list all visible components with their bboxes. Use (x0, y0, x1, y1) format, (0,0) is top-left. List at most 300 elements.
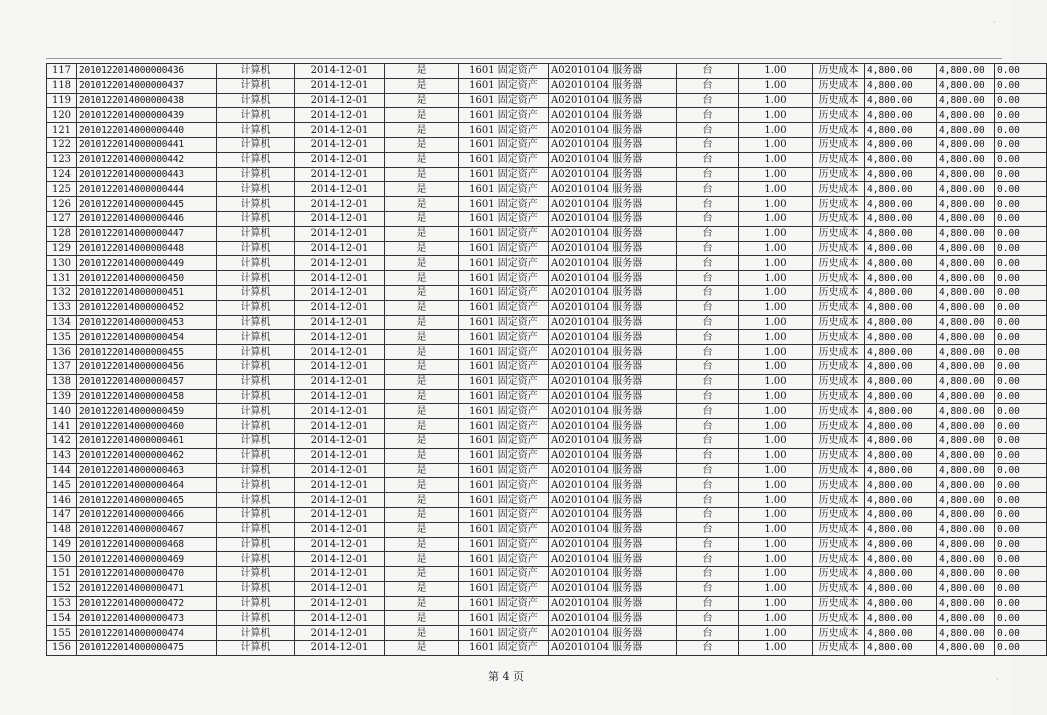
cell-category: A02010104 服务器 (549, 64, 677, 79)
cell-cost-basis: 历史成本 (813, 581, 865, 596)
cell-asset-code: 2010122014000000463 (77, 463, 217, 478)
cell-asset-code: 2010122014000000444 (77, 182, 217, 197)
cell-quantity: 1.00 (739, 241, 813, 256)
cell-acquire-date: 2014-12-01 (295, 241, 385, 256)
cell-net-value: 4,800.00 (937, 478, 995, 493)
cell-flag: 是 (385, 389, 459, 404)
cell-original-value: 4,800.00 (865, 448, 937, 463)
cell-net-value: 4,800.00 (937, 197, 995, 212)
cell-asset-name: 计算机 (217, 448, 295, 463)
cell-unit: 台 (677, 626, 739, 641)
cell-asset-code: 2010122014000000436 (77, 64, 217, 79)
cell-flag: 是 (385, 271, 459, 286)
cell-acquire-date: 2014-12-01 (295, 78, 385, 93)
cell-cost-basis: 历史成本 (813, 641, 865, 656)
cell-account: 1601 固定资产 (459, 404, 549, 419)
cell-original-value: 4,800.00 (865, 626, 937, 641)
table-row (47, 463, 1047, 478)
cell-original-value: 4,800.00 (865, 241, 937, 256)
cell-cost-basis: 历史成本 (813, 433, 865, 448)
cell-cost-basis: 历史成本 (813, 182, 865, 197)
cell-original-value: 4,800.00 (865, 433, 937, 448)
cell-unit: 台 (677, 552, 739, 567)
cell-flag: 是 (385, 300, 459, 315)
cell-asset-code: 2010122014000000474 (77, 626, 217, 641)
cell-original-value: 4,800.00 (865, 389, 937, 404)
table-row (47, 197, 1047, 212)
cell-depreciation: 0.00 (995, 315, 1047, 330)
scan-speck: · (993, 18, 996, 27)
cell-asset-name: 计算机 (217, 537, 295, 552)
cell-acquire-date: 2014-12-01 (295, 285, 385, 300)
cell-depreciation: 0.00 (995, 93, 1047, 108)
cell-original-value: 4,800.00 (865, 374, 937, 389)
cell-acquire-date: 2014-12-01 (295, 345, 385, 360)
cell-account: 1601 固定资产 (459, 300, 549, 315)
cell-row-number: 143 (47, 448, 77, 463)
cell-original-value: 4,800.00 (865, 537, 937, 552)
cell-category: A02010104 服务器 (549, 359, 677, 374)
cell-unit: 台 (677, 493, 739, 508)
cell-acquire-date: 2014-12-01 (295, 641, 385, 656)
table-row (47, 93, 1047, 108)
cell-flag: 是 (385, 567, 459, 582)
cell-net-value: 4,800.00 (937, 271, 995, 286)
cell-net-value: 4,800.00 (937, 345, 995, 360)
table-row (47, 374, 1047, 389)
table-row (47, 581, 1047, 596)
cell-original-value: 4,800.00 (865, 167, 937, 182)
cell-row-number: 135 (47, 330, 77, 345)
cell-cost-basis: 历史成本 (813, 241, 865, 256)
cell-depreciation: 0.00 (995, 137, 1047, 152)
cell-asset-name: 计算机 (217, 137, 295, 152)
cell-flag: 是 (385, 359, 459, 374)
cell-unit: 台 (677, 404, 739, 419)
cell-quantity: 1.00 (739, 463, 813, 478)
cell-original-value: 4,800.00 (865, 64, 937, 79)
cell-cost-basis: 历史成本 (813, 315, 865, 330)
cell-account: 1601 固定资产 (459, 315, 549, 330)
cell-quantity: 1.00 (739, 137, 813, 152)
cell-cost-basis: 历史成本 (813, 197, 865, 212)
cell-unit: 台 (677, 182, 739, 197)
cell-account: 1601 固定资产 (459, 522, 549, 537)
cell-flag: 是 (385, 330, 459, 345)
cell-cost-basis: 历史成本 (813, 537, 865, 552)
cell-net-value: 4,800.00 (937, 137, 995, 152)
cell-account: 1601 固定资产 (459, 167, 549, 182)
cell-cost-basis: 历史成本 (813, 271, 865, 286)
cell-unit: 台 (677, 389, 739, 404)
cell-cost-basis: 历史成本 (813, 285, 865, 300)
cell-account: 1601 固定资产 (459, 581, 549, 596)
cell-category: A02010104 服务器 (549, 611, 677, 626)
cell-asset-name: 计算机 (217, 581, 295, 596)
cell-unit: 台 (677, 374, 739, 389)
cell-account: 1601 固定资产 (459, 271, 549, 286)
cell-row-number: 132 (47, 285, 77, 300)
cell-category: A02010104 服务器 (549, 389, 677, 404)
cell-flag: 是 (385, 241, 459, 256)
cell-flag: 是 (385, 182, 459, 197)
cell-row-number: 154 (47, 611, 77, 626)
cell-quantity: 1.00 (739, 552, 813, 567)
cell-category: A02010104 服务器 (549, 285, 677, 300)
cell-category: A02010104 服务器 (549, 93, 677, 108)
cell-net-value: 4,800.00 (937, 152, 995, 167)
cell-unit: 台 (677, 256, 739, 271)
cell-depreciation: 0.00 (995, 211, 1047, 226)
cell-acquire-date: 2014-12-01 (295, 433, 385, 448)
cell-quantity: 1.00 (739, 197, 813, 212)
cell-net-value: 4,800.00 (937, 626, 995, 641)
cell-unit: 台 (677, 611, 739, 626)
cell-depreciation: 0.00 (995, 389, 1047, 404)
cell-flag: 是 (385, 374, 459, 389)
cell-row-number: 130 (47, 256, 77, 271)
cell-asset-code: 2010122014000000461 (77, 433, 217, 448)
cell-net-value: 4,800.00 (937, 611, 995, 626)
cell-original-value: 4,800.00 (865, 404, 937, 419)
cell-acquire-date: 2014-12-01 (295, 152, 385, 167)
cell-unit: 台 (677, 478, 739, 493)
cell-category: A02010104 服务器 (549, 507, 677, 522)
cell-row-number: 126 (47, 197, 77, 212)
cell-unit: 台 (677, 581, 739, 596)
table-row (47, 448, 1047, 463)
cell-unit: 台 (677, 537, 739, 552)
cell-original-value: 4,800.00 (865, 507, 937, 522)
cell-cost-basis: 历史成本 (813, 64, 865, 79)
cell-asset-code: 2010122014000000451 (77, 285, 217, 300)
cell-original-value: 4,800.00 (865, 463, 937, 478)
cell-asset-code: 2010122014000000457 (77, 374, 217, 389)
cell-category: A02010104 服务器 (549, 345, 677, 360)
cell-category: A02010104 服务器 (549, 374, 677, 389)
cell-unit: 台 (677, 137, 739, 152)
cell-unit: 台 (677, 359, 739, 374)
cell-depreciation: 0.00 (995, 345, 1047, 360)
cell-flag: 是 (385, 641, 459, 656)
cell-acquire-date: 2014-12-01 (295, 448, 385, 463)
cell-unit: 台 (677, 567, 739, 582)
cell-account: 1601 固定资产 (459, 108, 549, 123)
cell-quantity: 1.00 (739, 123, 813, 138)
cell-acquire-date: 2014-12-01 (295, 626, 385, 641)
cell-depreciation: 0.00 (995, 271, 1047, 286)
cell-original-value: 4,800.00 (865, 256, 937, 271)
cell-asset-name: 计算机 (217, 641, 295, 656)
table-row (47, 285, 1047, 300)
cell-category: A02010104 服务器 (549, 330, 677, 345)
cell-asset-name: 计算机 (217, 522, 295, 537)
cell-flag: 是 (385, 552, 459, 567)
cell-category: A02010104 服务器 (549, 197, 677, 212)
cell-cost-basis: 历史成本 (813, 137, 865, 152)
cell-depreciation: 0.00 (995, 300, 1047, 315)
table-row (47, 433, 1047, 448)
cell-account: 1601 固定资产 (459, 359, 549, 374)
table-row (47, 596, 1047, 611)
cell-unit: 台 (677, 285, 739, 300)
cell-net-value: 4,800.00 (937, 359, 995, 374)
cell-cost-basis: 历史成本 (813, 152, 865, 167)
cell-acquire-date: 2014-12-01 (295, 256, 385, 271)
table-row (47, 537, 1047, 552)
cell-account: 1601 固定资产 (459, 330, 549, 345)
cell-cost-basis: 历史成本 (813, 552, 865, 567)
cell-acquire-date: 2014-12-01 (295, 567, 385, 582)
cell-unit: 台 (677, 419, 739, 434)
cell-acquire-date: 2014-12-01 (295, 300, 385, 315)
cell-cost-basis: 历史成本 (813, 419, 865, 434)
cell-asset-code: 2010122014000000467 (77, 522, 217, 537)
cell-quantity: 1.00 (739, 389, 813, 404)
cell-net-value: 4,800.00 (937, 596, 995, 611)
cell-flag: 是 (385, 581, 459, 596)
cell-asset-name: 计算机 (217, 241, 295, 256)
cell-asset-name: 计算机 (217, 359, 295, 374)
cell-quantity: 1.00 (739, 78, 813, 93)
cell-account: 1601 固定资产 (459, 478, 549, 493)
cell-flag: 是 (385, 448, 459, 463)
cell-flag: 是 (385, 626, 459, 641)
cell-depreciation: 0.00 (995, 626, 1047, 641)
cell-cost-basis: 历史成本 (813, 463, 865, 478)
table-row (47, 241, 1047, 256)
cell-original-value: 4,800.00 (865, 315, 937, 330)
cell-cost-basis: 历史成本 (813, 211, 865, 226)
cell-asset-name: 计算机 (217, 182, 295, 197)
cell-account: 1601 固定资产 (459, 123, 549, 138)
cell-acquire-date: 2014-12-01 (295, 389, 385, 404)
table-row (47, 359, 1047, 374)
cell-row-number: 138 (47, 374, 77, 389)
cell-category: A02010104 服务器 (549, 152, 677, 167)
cell-original-value: 4,800.00 (865, 226, 937, 241)
cell-asset-code: 2010122014000000459 (77, 404, 217, 419)
cell-asset-name: 计算机 (217, 123, 295, 138)
cell-net-value: 4,800.00 (937, 433, 995, 448)
cell-account: 1601 固定资产 (459, 626, 549, 641)
cell-asset-name: 计算机 (217, 315, 295, 330)
cell-original-value: 4,800.00 (865, 300, 937, 315)
asset-table-body (47, 64, 1047, 656)
cell-asset-name: 计算机 (217, 271, 295, 286)
cell-quantity: 1.00 (739, 626, 813, 641)
cell-account: 1601 固定资产 (459, 182, 549, 197)
cell-row-number: 144 (47, 463, 77, 478)
cell-account: 1601 固定资产 (459, 389, 549, 404)
cell-account: 1601 固定资产 (459, 448, 549, 463)
cell-asset-name: 计算机 (217, 611, 295, 626)
cell-category: A02010104 服务器 (549, 626, 677, 641)
cell-acquire-date: 2014-12-01 (295, 419, 385, 434)
table-row (47, 137, 1047, 152)
cell-quantity: 1.00 (739, 611, 813, 626)
cell-category: A02010104 服务器 (549, 493, 677, 508)
cell-flag: 是 (385, 315, 459, 330)
cell-asset-name: 计算机 (217, 108, 295, 123)
table-row (47, 123, 1047, 138)
cell-acquire-date: 2014-12-01 (295, 581, 385, 596)
cell-account: 1601 固定资产 (459, 641, 549, 656)
cell-account: 1601 固定资产 (459, 64, 549, 79)
cell-net-value: 4,800.00 (937, 448, 995, 463)
cell-flag: 是 (385, 285, 459, 300)
cell-net-value: 4,800.00 (937, 167, 995, 182)
cell-original-value: 4,800.00 (865, 581, 937, 596)
cell-category: A02010104 服务器 (549, 641, 677, 656)
cell-acquire-date: 2014-12-01 (295, 611, 385, 626)
cell-flag: 是 (385, 211, 459, 226)
cell-asset-code: 2010122014000000458 (77, 389, 217, 404)
cell-net-value: 4,800.00 (937, 108, 995, 123)
table-row (47, 108, 1047, 123)
cell-net-value: 4,800.00 (937, 300, 995, 315)
cell-account: 1601 固定资产 (459, 552, 549, 567)
cell-original-value: 4,800.00 (865, 641, 937, 656)
cell-flag: 是 (385, 108, 459, 123)
cell-original-value: 4,800.00 (865, 567, 937, 582)
cell-category: A02010104 服务器 (549, 241, 677, 256)
cell-net-value: 4,800.00 (937, 641, 995, 656)
cell-flag: 是 (385, 433, 459, 448)
cell-asset-code: 2010122014000000456 (77, 359, 217, 374)
cell-quantity: 1.00 (739, 345, 813, 360)
cell-acquire-date: 2014-12-01 (295, 182, 385, 197)
cell-unit: 台 (677, 522, 739, 537)
cell-acquire-date: 2014-12-01 (295, 537, 385, 552)
cell-quantity: 1.00 (739, 211, 813, 226)
cell-cost-basis: 历史成本 (813, 108, 865, 123)
cell-asset-code: 2010122014000000465 (77, 493, 217, 508)
cell-depreciation: 0.00 (995, 552, 1047, 567)
cell-cost-basis: 历史成本 (813, 626, 865, 641)
table-row (47, 522, 1047, 537)
cell-asset-code: 2010122014000000445 (77, 197, 217, 212)
cell-acquire-date: 2014-12-01 (295, 374, 385, 389)
cell-category: A02010104 服务器 (549, 478, 677, 493)
cell-acquire-date: 2014-12-01 (295, 478, 385, 493)
cell-row-number: 153 (47, 596, 77, 611)
table-row (47, 315, 1047, 330)
cell-asset-code: 2010122014000000437 (77, 78, 217, 93)
cell-row-number: 136 (47, 345, 77, 360)
cell-asset-name: 计算机 (217, 552, 295, 567)
cell-unit: 台 (677, 433, 739, 448)
cell-account: 1601 固定资产 (459, 345, 549, 360)
cell-category: A02010104 服务器 (549, 419, 677, 434)
cell-category: A02010104 服务器 (549, 448, 677, 463)
cell-asset-code: 2010122014000000473 (77, 611, 217, 626)
cell-unit: 台 (677, 167, 739, 182)
cell-row-number: 124 (47, 167, 77, 182)
cell-account: 1601 固定资产 (459, 507, 549, 522)
cell-depreciation: 0.00 (995, 596, 1047, 611)
cell-quantity: 1.00 (739, 64, 813, 79)
cell-original-value: 4,800.00 (865, 419, 937, 434)
cell-depreciation: 0.00 (995, 448, 1047, 463)
cell-flag: 是 (385, 152, 459, 167)
cell-depreciation: 0.00 (995, 463, 1047, 478)
cell-original-value: 4,800.00 (865, 182, 937, 197)
cell-row-number: 127 (47, 211, 77, 226)
cell-net-value: 4,800.00 (937, 256, 995, 271)
cell-acquire-date: 2014-12-01 (295, 123, 385, 138)
cell-flag: 是 (385, 93, 459, 108)
cell-category: A02010104 服务器 (549, 567, 677, 582)
cell-quantity: 1.00 (739, 330, 813, 345)
cell-asset-name: 计算机 (217, 389, 295, 404)
cell-account: 1601 固定资产 (459, 211, 549, 226)
cell-acquire-date: 2014-12-01 (295, 211, 385, 226)
cell-original-value: 4,800.00 (865, 78, 937, 93)
table-row (47, 167, 1047, 182)
cell-asset-name: 计算机 (217, 463, 295, 478)
cell-flag: 是 (385, 463, 459, 478)
cell-account: 1601 固定资产 (459, 152, 549, 167)
cell-asset-name: 计算机 (217, 256, 295, 271)
cell-unit: 台 (677, 345, 739, 360)
cell-unit: 台 (677, 448, 739, 463)
cell-account: 1601 固定资产 (459, 285, 549, 300)
cell-asset-name: 计算机 (217, 419, 295, 434)
cell-cost-basis: 历史成本 (813, 567, 865, 582)
cell-row-number: 122 (47, 137, 77, 152)
cell-depreciation: 0.00 (995, 537, 1047, 552)
cell-asset-name: 计算机 (217, 197, 295, 212)
cell-flag: 是 (385, 64, 459, 79)
cell-acquire-date: 2014-12-01 (295, 271, 385, 286)
cell-depreciation: 0.00 (995, 64, 1047, 79)
cell-category: A02010104 服务器 (549, 463, 677, 478)
cell-asset-name: 计算机 (217, 345, 295, 360)
cell-depreciation: 0.00 (995, 419, 1047, 434)
cell-depreciation: 0.00 (995, 433, 1047, 448)
cell-depreciation: 0.00 (995, 641, 1047, 656)
cell-net-value: 4,800.00 (937, 537, 995, 552)
scan-speck: · (996, 675, 999, 684)
cell-asset-name: 计算机 (217, 226, 295, 241)
cell-row-number: 133 (47, 300, 77, 315)
cell-asset-code: 2010122014000000455 (77, 345, 217, 360)
cell-unit: 台 (677, 123, 739, 138)
cell-net-value: 4,800.00 (937, 226, 995, 241)
cell-original-value: 4,800.00 (865, 123, 937, 138)
cell-quantity: 1.00 (739, 108, 813, 123)
cell-account: 1601 固定资产 (459, 567, 549, 582)
cell-flag: 是 (385, 256, 459, 271)
cell-account: 1601 固定资产 (459, 78, 549, 93)
cell-asset-name: 计算机 (217, 478, 295, 493)
cell-account: 1601 固定资产 (459, 226, 549, 241)
cell-unit: 台 (677, 271, 739, 286)
table-row (47, 256, 1047, 271)
cell-unit: 台 (677, 641, 739, 656)
cell-depreciation: 0.00 (995, 197, 1047, 212)
cell-quantity: 1.00 (739, 93, 813, 108)
cell-category: A02010104 服务器 (549, 596, 677, 611)
cell-depreciation: 0.00 (995, 493, 1047, 508)
page-number: 第 4 页 (488, 670, 524, 683)
cell-cost-basis: 历史成本 (813, 522, 865, 537)
table-row (47, 611, 1047, 626)
cell-category: A02010104 服务器 (549, 315, 677, 330)
cell-acquire-date: 2014-12-01 (295, 137, 385, 152)
cell-unit: 台 (677, 93, 739, 108)
